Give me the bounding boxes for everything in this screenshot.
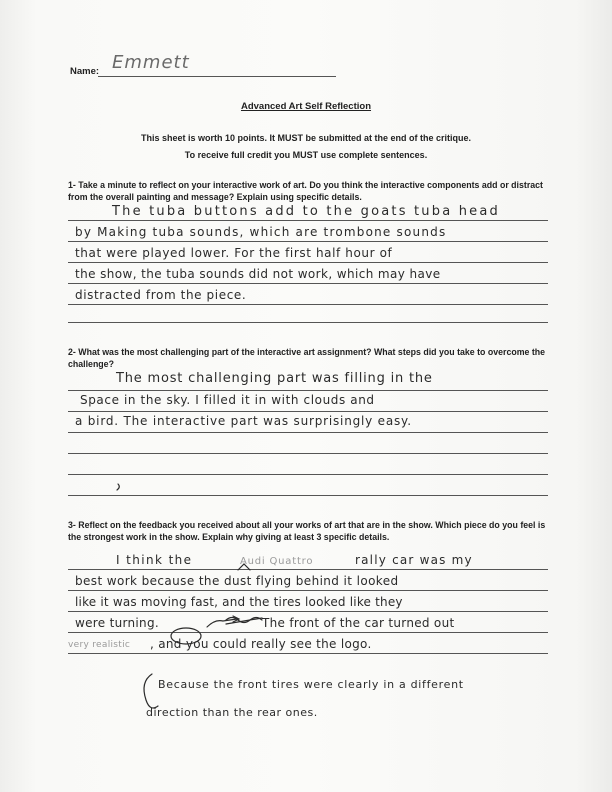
q1-answer-line-2: by Making tuba sounds, which are trombone sounds: [75, 225, 447, 239]
q1-answer-line-1: The tuba buttons add to the goats tuba head: [112, 204, 500, 219]
q1-answer-line-5: distracted from the piece.: [75, 288, 247, 302]
q3-insert-audi: Audi Quattro: [240, 556, 314, 567]
name-label: Name:: [70, 66, 100, 77]
question-2-prompt: 2- What was the most challenging part of the interactive art assignment? What steps did you take to overcome the challenge?: [68, 347, 546, 369]
q3-insert-realistic: very realistic: [68, 640, 131, 650]
instruction-line-1: This sheet is worth 10 points. It MUST be submitted at the end of the critique.: [140, 133, 472, 143]
q1-answer-line-4: the show, the tuba sounds did not work, which may have: [75, 267, 441, 281]
q3-answer-line-4b: The front of the car turned out: [262, 616, 455, 630]
q2-answer-line-1: The most challenging part was filling in the: [116, 371, 433, 386]
q3-answer-line-1b: rally car was my: [355, 553, 473, 567]
q1-answer-line-3: that were played lower. For the first half hour of: [75, 246, 393, 260]
question-3-prompt: 3- Reflect on the feedback you received about all your works of art that are in the show. Which piece do you feel is the strongest work in the show. Explain why giving at least 3 specific details.: [68, 520, 546, 542]
q3-answer-line-2: best work because the dust flying behind it looked: [75, 574, 399, 588]
q3-answer-line-1a: I think the: [116, 553, 193, 567]
circle-mark: [171, 628, 201, 644]
page-title: Advanced Art Self Reflection: [240, 101, 372, 112]
student-name: Emmett: [112, 52, 190, 73]
q3-answer-line-3: like it was moving fast, and the tires looked like they: [75, 595, 403, 609]
margin-note-line-2: direction than the rear ones.: [146, 706, 318, 719]
note-bracket: [144, 674, 158, 708]
q2-answer-line-2: Space in the sky. I filled it in with clouds and: [80, 393, 375, 407]
question-1-prompt: 1- Take a minute to reflect on your interactive work of art. Do you think the interactive components add or distract from the overall painting and message? Explain using specific details.: [68, 180, 543, 202]
instruction-line-2: To receive full credit you MUST use complete sentences.: [184, 150, 428, 160]
stray-mark: [117, 484, 119, 490]
q3-answer-line-4a: were turning.: [75, 616, 159, 630]
caret-mark: [238, 564, 250, 570]
q3-answer-line-5: , and you could really see the logo.: [150, 637, 372, 651]
margin-note-line-1: Because the front tires were clearly in a different: [158, 678, 464, 691]
q2-answer-line-3: a bird. The interactive part was surprisingly easy.: [75, 414, 412, 428]
